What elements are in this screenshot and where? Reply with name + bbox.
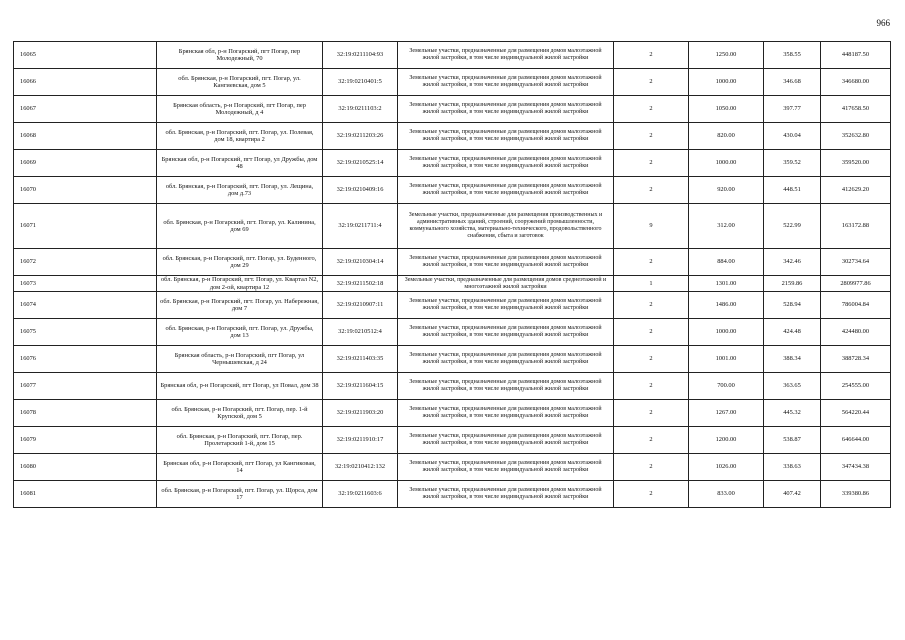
row-id: 16071 — [14, 204, 157, 249]
specific-value-cell: 388.34 — [764, 346, 821, 373]
specific-value-cell: 363.65 — [764, 373, 821, 400]
address-cell: Брянская обл, р-н Погарский, пгт Погар, ул Повал, дом 38 — [157, 373, 323, 400]
area-cell: 1267.00 — [689, 400, 764, 427]
cadastral-number-cell: 32:19:0211502:18 — [323, 276, 398, 292]
address-cell: обл. Брянская, р-н Погарский, пгт. Погар, пер. Пролетарский 1-й, дом 15 — [157, 427, 323, 454]
table-row — [14, 123, 891, 150]
cadastral-value-cell: 388728.34 — [821, 346, 891, 373]
row-id: 16074 — [14, 292, 157, 319]
area-cell: 884.00 — [689, 249, 764, 276]
land-purpose-cell: Земельные участки, предназначенные для размещения домов малоэтажной жилой застройки, в том числе индивидуальной жилой застройки — [398, 177, 614, 204]
specific-value-cell: 522.99 — [764, 204, 821, 249]
land-purpose-cell: Земельные участки, предназначенные для размещения домов малоэтажной жилой застройки, в том числе индивидуальной жилой застройки — [398, 42, 614, 69]
group-cell: 2 — [614, 150, 689, 177]
specific-value-cell: 430.04 — [764, 123, 821, 150]
page-number: 966 — [876, 18, 890, 28]
land-purpose-cell: Земельные участки, предназначенные для размещения домов малоэтажной жилой застройки, в том числе индивидуальной жилой застройки — [398, 249, 614, 276]
cadastral-value-cell: 254555.00 — [821, 373, 891, 400]
area-cell: 1200.00 — [689, 427, 764, 454]
cadastral-value-cell: 646644.00 — [821, 427, 891, 454]
table-row — [14, 204, 891, 249]
cadastral-value-cell: 352632.80 — [821, 123, 891, 150]
row-id: 16079 — [14, 427, 157, 454]
table-row — [14, 427, 891, 454]
row-id: 16073 — [14, 276, 157, 292]
land-purpose-cell: Земельные участки, предназначенные для размещения домов малоэтажной жилой застройки, в том числе индивидуальной жилой застройки — [398, 427, 614, 454]
area-cell: 1250.00 — [689, 42, 764, 69]
cadastral-number-cell: 32:19:0210401:5 — [323, 69, 398, 96]
row-id: 16078 — [14, 400, 157, 427]
row-id: 16072 — [14, 249, 157, 276]
group-cell: 2 — [614, 346, 689, 373]
address-cell: обл. Брянская, р-н Погарский, пгт. Погар, ул. Набережная, дом 7 — [157, 292, 323, 319]
table-row — [14, 400, 891, 427]
address-cell: Брянская обл, р-н Погарский, пгт Погар, пер Молодежный, 70 — [157, 42, 323, 69]
table-row — [14, 42, 891, 69]
cadastral-value-cell: 2809977.86 — [821, 276, 891, 292]
address-cell: обл. Брянская, р-н Погарский, пгт. Погар, ул. Полевая, дом 18, квартира 2 — [157, 123, 323, 150]
address-cell: обл. Брянская, р-н Погарский, пгт. Погар, ул. Калинина, дом 69 — [157, 204, 323, 249]
cadastral-number-cell: 32:19:0211604:15 — [323, 373, 398, 400]
area-cell: 700.00 — [689, 373, 764, 400]
cadastral-number-cell: 32:19:0210512:4 — [323, 319, 398, 346]
table-row — [14, 177, 891, 204]
group-cell: 2 — [614, 319, 689, 346]
specific-value-cell: 342.46 — [764, 249, 821, 276]
cadastral-number-cell: 32:19:0211603:6 — [323, 481, 398, 508]
specific-value-cell: 2159.86 — [764, 276, 821, 292]
land-purpose-cell: Земельные участки, предназначенные для размещения домов малоэтажной жилой застройки, в том числе индивидуальной жилой застройки — [398, 346, 614, 373]
area-cell: 1486.00 — [689, 292, 764, 319]
table-row — [14, 69, 891, 96]
cadastral-value-cell: 412629.20 — [821, 177, 891, 204]
group-cell: 2 — [614, 69, 689, 96]
cadastral-value-cell: 302734.64 — [821, 249, 891, 276]
specific-value-cell: 528.94 — [764, 292, 821, 319]
group-cell: 2 — [614, 427, 689, 454]
cadastral-value-cell: 564220.44 — [821, 400, 891, 427]
cadastral-value-cell: 424480.00 — [821, 319, 891, 346]
land-purpose-cell: Земельные участки, предназначенные для размещения домов среднеэтажной и многоэтажной жилой застройки — [398, 276, 614, 292]
cadastral-value-cell: 347434.38 — [821, 454, 891, 481]
table-row — [14, 481, 891, 508]
specific-value-cell: 448.51 — [764, 177, 821, 204]
table-row — [14, 454, 891, 481]
row-id: 16080 — [14, 454, 157, 481]
table-row — [14, 373, 891, 400]
cadastral-value-cell: 163172.88 — [821, 204, 891, 249]
group-cell: 2 — [614, 454, 689, 481]
specific-value-cell: 338.63 — [764, 454, 821, 481]
land-purpose-cell: Земельные участки, предназначенные для размещения домов малоэтажной жилой застройки, в том числе индивидуальной жилой застройки — [398, 454, 614, 481]
row-id: 16076 — [14, 346, 157, 373]
land-purpose-cell: Земельные участки, предназначенные для размещения домов малоэтажной жилой застройки, в том числе индивидуальной жилой застройки — [398, 292, 614, 319]
address-cell: обл. Брянская, р-н Погарский, пгт. Погар, ул. Буденного, дом 29 — [157, 249, 323, 276]
area-cell: 1001.00 — [689, 346, 764, 373]
cadastral-number-cell: 32:19:0211910:17 — [323, 427, 398, 454]
group-cell: 2 — [614, 96, 689, 123]
cadastral-number-cell: 32:19:0210907:11 — [323, 292, 398, 319]
area-cell: 1026.00 — [689, 454, 764, 481]
table-row — [14, 249, 891, 276]
table-row — [14, 319, 891, 346]
area-cell: 1301.00 — [689, 276, 764, 292]
cadastral-number-cell: 32:19:0211203:26 — [323, 123, 398, 150]
address-cell: обл. Брянская, р-н Погарский, пгт. Погар, ул. Дружбы, дом 13 — [157, 319, 323, 346]
row-id: 16067 — [14, 96, 157, 123]
group-cell: 1 — [614, 276, 689, 292]
row-id: 16077 — [14, 373, 157, 400]
address-cell: обл. Брянская, р-н Погарский, пгт. Погар, ул. Кангиевская, дом 5 — [157, 69, 323, 96]
address-cell: Брянская обл, р-н Погарский, пгт Погар, ул Дружбы, дом 48 — [157, 150, 323, 177]
area-cell: 1000.00 — [689, 69, 764, 96]
land-purpose-cell: Земельные участки, предназначенные для размещения домов малоэтажной жилой застройки, в том числе индивидуальной жилой застройки — [398, 319, 614, 346]
group-cell: 2 — [614, 42, 689, 69]
specific-value-cell: 424.48 — [764, 319, 821, 346]
cadastral-number-cell: 32:19:0210525:14 — [323, 150, 398, 177]
row-id: 16081 — [14, 481, 157, 508]
area-cell: 1000.00 — [689, 319, 764, 346]
cadastral-number-cell: 32:19:0211403:35 — [323, 346, 398, 373]
cadastral-number-cell: 32:19:0210412:132 — [323, 454, 398, 481]
table-row — [14, 346, 891, 373]
land-purpose-cell: Земельные участки, предназначенные для размещения домов малоэтажной жилой застройки, в том числе индивидуальной жилой застройки — [398, 123, 614, 150]
cadastral-number-cell: 32:19:0211711:4 — [323, 204, 398, 249]
group-cell: 9 — [614, 204, 689, 249]
specific-value-cell: 346.68 — [764, 69, 821, 96]
address-cell: обл. Брянская, р-н Погарский, пгт. Погар, пер. 1-й Крупской, дом 5 — [157, 400, 323, 427]
group-cell: 2 — [614, 373, 689, 400]
area-cell: 920.00 — [689, 177, 764, 204]
address-cell: обл. Брянская, р-н Погарский, пгт. Погар, ул. Квартал N2, дом 2-ой, квартира 12 — [157, 276, 323, 292]
land-plots-table — [13, 41, 891, 508]
area-cell: 1050.00 — [689, 96, 764, 123]
specific-value-cell: 407.42 — [764, 481, 821, 508]
area-cell: 1000.00 — [689, 150, 764, 177]
cadastral-value-cell: 339380.86 — [821, 481, 891, 508]
cadastral-number-cell: 32:19:0211903:20 — [323, 400, 398, 427]
land-purpose-cell: Земельные участки, предназначенные для размещения производственных и административных зданий, строений, сооружений промышленности, коммунального хозяйства, материально-технического, продовольственного снабжения, сбыта и заготовок — [398, 204, 614, 249]
land-purpose-cell: Земельные участки, предназначенные для размещения домов малоэтажной жилой застройки, в том числе индивидуальной жилой застройки — [398, 400, 614, 427]
area-cell: 820.00 — [689, 123, 764, 150]
specific-value-cell: 359.52 — [764, 150, 821, 177]
cadastral-number-cell: 32:19:0211104:93 — [323, 42, 398, 69]
land-purpose-cell: Земельные участки, предназначенные для размещения домов малоэтажной жилой застройки, в том числе индивидуальной жилой застройки — [398, 69, 614, 96]
cadastral-value-cell: 359520.00 — [821, 150, 891, 177]
specific-value-cell: 538.87 — [764, 427, 821, 454]
land-purpose-cell: Земельные участки, предназначенные для размещения домов малоэтажной жилой застройки, в том числе индивидуальной жилой застройки — [398, 96, 614, 123]
address-cell: Брянская область, р-н Погарский, пгт Погар, ул Чернышевская, д 24 — [157, 346, 323, 373]
land-purpose-cell: Земельные участки, предназначенные для размещения домов малоэтажной жилой застройки, в том числе индивидуальной жилой застройки — [398, 150, 614, 177]
cadastral-value-cell: 346680.00 — [821, 69, 891, 96]
group-cell: 2 — [614, 400, 689, 427]
group-cell: 2 — [614, 292, 689, 319]
cadastral-value-cell: 448187.50 — [821, 42, 891, 69]
specific-value-cell: 397.77 — [764, 96, 821, 123]
group-cell: 2 — [614, 177, 689, 204]
table-row — [14, 96, 891, 123]
table-row — [14, 292, 891, 319]
address-cell: Брянская область, р-н Погарский, пгт Погар, пер Молодежный, д 4 — [157, 96, 323, 123]
land-purpose-cell: Земельные участки, предназначенные для размещения домов малоэтажной жилой застройки, в том числе индивидуальной жилой застройки — [398, 481, 614, 508]
specific-value-cell: 445.32 — [764, 400, 821, 427]
area-cell: 833.00 — [689, 481, 764, 508]
group-cell: 2 — [614, 123, 689, 150]
cadastral-value-cell: 786004.84 — [821, 292, 891, 319]
cadastral-number-cell: 32:19:0211103:2 — [323, 96, 398, 123]
row-id: 16065 — [14, 42, 157, 69]
cadastral-number-cell: 32:19:0210304:14 — [323, 249, 398, 276]
specific-value-cell: 358.55 — [764, 42, 821, 69]
area-cell: 312.00 — [689, 204, 764, 249]
address-cell: Брянская обл, р-н Погарский, пгт Погар, ул Кангиковая, 14 — [157, 454, 323, 481]
row-id: 16070 — [14, 177, 157, 204]
table-row — [14, 150, 891, 177]
row-id: 16075 — [14, 319, 157, 346]
row-id: 16066 — [14, 69, 157, 96]
address-cell: обл. Брянская, р-н Погарский, пгт. Погар, ул. Щорса, дом 17 — [157, 481, 323, 508]
table-row — [14, 276, 891, 292]
group-cell: 2 — [614, 249, 689, 276]
cadastral-value-cell: 417658.50 — [821, 96, 891, 123]
cadastral-number-cell: 32:19:0210409:16 — [323, 177, 398, 204]
land-purpose-cell: Земельные участки, предназначенные для размещения домов малоэтажной жилой застройки, в том числе индивидуальной жилой застройки — [398, 373, 614, 400]
row-id: 16069 — [14, 150, 157, 177]
row-id: 16068 — [14, 123, 157, 150]
address-cell: обл. Брянская, р-н Погарский, пгт. Погар, ул. Лещина, дом д.73 — [157, 177, 323, 204]
table-body — [14, 42, 891, 508]
group-cell: 2 — [614, 481, 689, 508]
